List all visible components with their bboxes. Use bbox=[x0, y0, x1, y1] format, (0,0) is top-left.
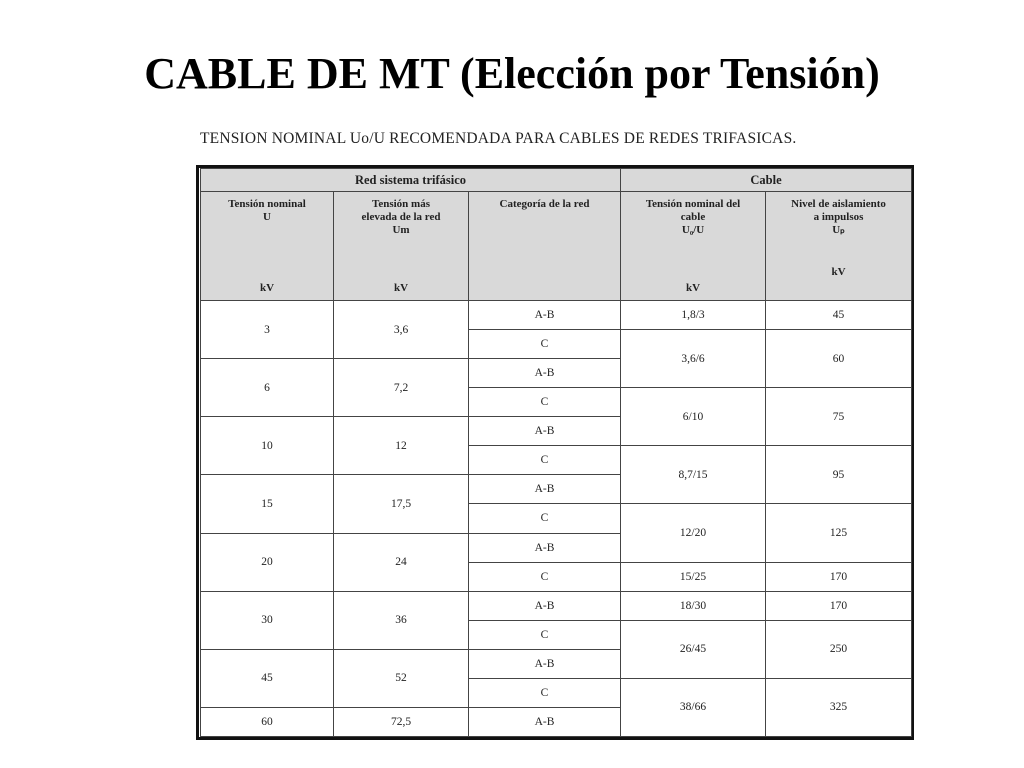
cell-up: 325 bbox=[766, 678, 912, 736]
cell-up: 170 bbox=[766, 562, 912, 591]
header-up-line3: Uₚ bbox=[832, 224, 845, 236]
cell-u: 10 bbox=[201, 417, 334, 475]
header-u-line2: U bbox=[263, 211, 271, 223]
cell-um: 12 bbox=[334, 417, 469, 475]
header-up-unit: kV bbox=[831, 266, 846, 278]
header-category bbox=[469, 192, 621, 301]
cell-uou: 18/30 bbox=[621, 591, 766, 620]
voltage-table bbox=[200, 168, 912, 737]
header-um bbox=[334, 192, 469, 301]
cell-uou: 8,7/15 bbox=[621, 446, 766, 504]
cell-up: 170 bbox=[766, 591, 912, 620]
cell-up: 45 bbox=[766, 301, 912, 330]
cell-uou: 1,8/3 bbox=[621, 301, 766, 330]
group-header-red: Red sistema trifásico bbox=[201, 169, 621, 192]
cell-uou: 3,6/6 bbox=[621, 330, 766, 388]
cell-um: 3,6 bbox=[334, 301, 469, 359]
header-uou-line1: Tensión nominal del bbox=[645, 198, 741, 210]
table-caption: TENSION NOMINAL Uo/U RECOMENDADA PARA CABLES DE REDES TRIFASICAS. bbox=[200, 130, 797, 147]
cell-um: 52 bbox=[334, 649, 469, 707]
cell-u: 3 bbox=[201, 301, 334, 359]
cell-u: 60 bbox=[201, 707, 334, 736]
cell-category: A-B bbox=[469, 649, 621, 678]
cell-u: 20 bbox=[201, 533, 334, 591]
cell-um: 24 bbox=[334, 533, 469, 591]
header-up bbox=[766, 192, 912, 301]
cell-up: 60 bbox=[766, 330, 912, 388]
cell-category: C bbox=[469, 678, 621, 707]
cell-category: A-B bbox=[469, 301, 621, 330]
cell-u: 6 bbox=[201, 359, 334, 417]
cell-uou: 38/66 bbox=[621, 678, 766, 736]
header-um-unit: kV bbox=[393, 282, 409, 294]
cell-up: 125 bbox=[766, 504, 912, 562]
cell-um: 17,5 bbox=[334, 475, 469, 533]
header-category-line1: Categoría de la red bbox=[499, 198, 590, 210]
table-row bbox=[201, 591, 912, 620]
cell-category: C bbox=[469, 330, 621, 359]
cell-category: C bbox=[469, 620, 621, 649]
header-u bbox=[201, 192, 334, 301]
group-header-cable: Cable bbox=[621, 169, 912, 192]
cell-u: 30 bbox=[201, 591, 334, 649]
header-up-line2: a impulsos bbox=[813, 211, 864, 223]
cell-category: A-B bbox=[469, 591, 621, 620]
cell-uou: 12/20 bbox=[621, 504, 766, 562]
cell-up: 75 bbox=[766, 388, 912, 446]
header-u-unit: kV bbox=[259, 282, 275, 294]
slide-title: CABLE DE MT (Elección por Tensión) bbox=[144, 49, 880, 98]
cell-category: A-B bbox=[469, 475, 621, 504]
header-uou-unit: kV bbox=[685, 282, 701, 294]
header-uou-line3: U₀/U bbox=[681, 224, 705, 236]
header-um-line2: elevada de la red bbox=[361, 211, 441, 223]
cell-uou: 15/25 bbox=[621, 562, 766, 591]
cell-category: C bbox=[469, 388, 621, 417]
cell-u: 45 bbox=[201, 649, 334, 707]
cell-category: A-B bbox=[469, 707, 621, 736]
header-uou bbox=[621, 192, 766, 301]
cell-u: 15 bbox=[201, 475, 334, 533]
cell-um: 7,2 bbox=[334, 359, 469, 417]
cell-category: C bbox=[469, 504, 621, 533]
header-up-line1: Nivel de aislamiento bbox=[791, 198, 886, 210]
cell-category: A-B bbox=[469, 533, 621, 562]
cell-category: A-B bbox=[469, 359, 621, 388]
table-row bbox=[201, 301, 912, 330]
cell-uou: 6/10 bbox=[621, 388, 766, 446]
cell-uou: 26/45 bbox=[621, 620, 766, 678]
cell-up: 250 bbox=[766, 620, 912, 678]
cell-um: 72,5 bbox=[334, 707, 469, 736]
cell-um: 36 bbox=[334, 591, 469, 649]
header-um-line3: Um bbox=[392, 224, 410, 236]
cell-category: C bbox=[469, 562, 621, 591]
header-u-line1: Tensión nominal bbox=[228, 198, 306, 210]
header-um-line1: Tensión más bbox=[372, 198, 430, 210]
cell-category: A-B bbox=[469, 417, 621, 446]
header-uou-line2: cable bbox=[680, 211, 706, 223]
cell-category: C bbox=[469, 446, 621, 475]
cell-up: 95 bbox=[766, 446, 912, 504]
